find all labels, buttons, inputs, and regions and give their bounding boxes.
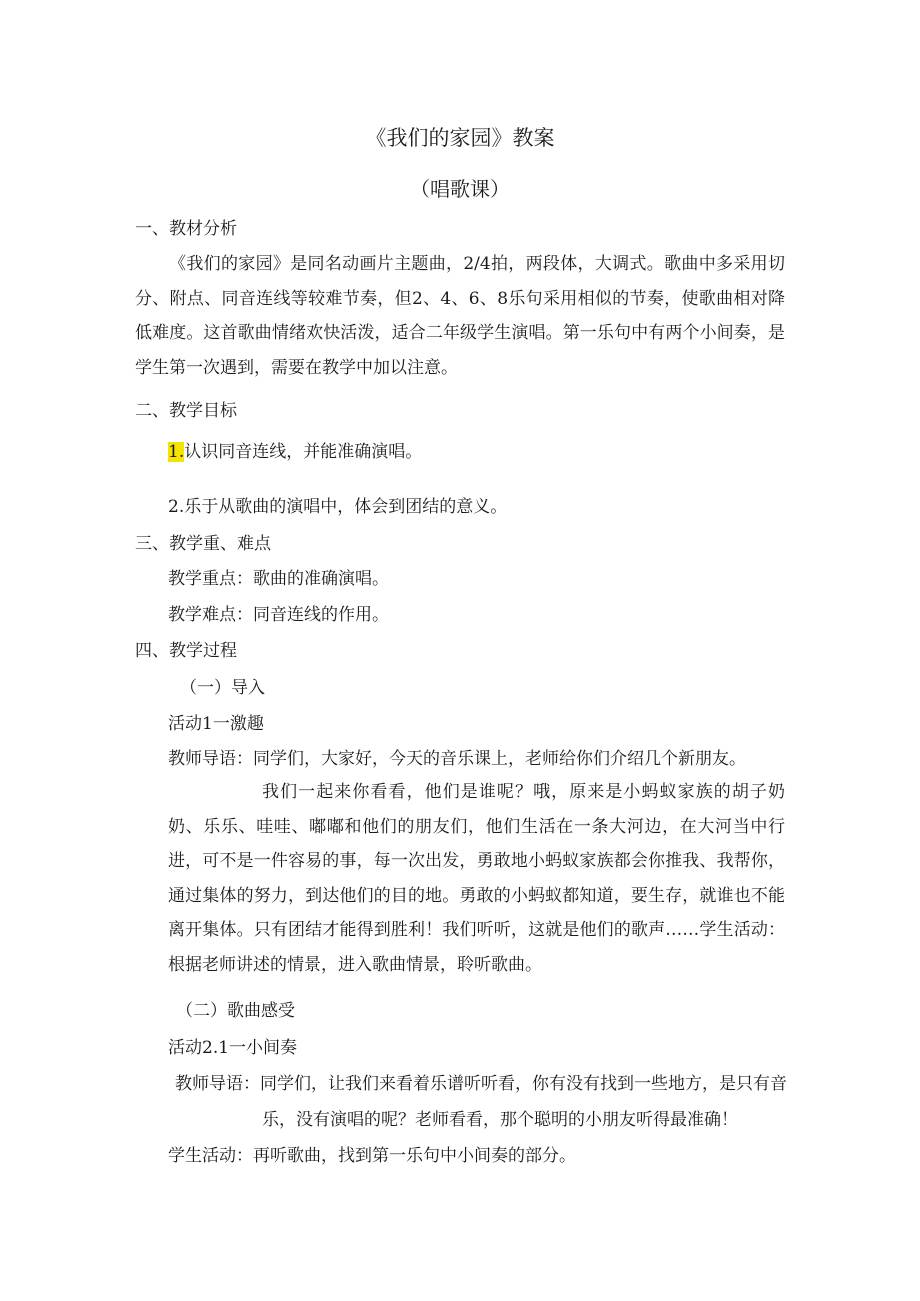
goal-1-number: 1. (168, 442, 185, 462)
goal-1 (168, 441, 422, 463)
teacher-intro-2-line2: 乐，没有演唱的呢？老师看看，那个聪明的小朋友听得最准确！ (262, 1110, 738, 1130)
document-subtitle: （唱歌课） (410, 177, 510, 201)
section-heading-1: 一、教材分析 (135, 219, 237, 239)
part-2-heading: （二）歌曲感受 (176, 1001, 295, 1021)
student-activity-2: 学生活动：再听歌曲，找到第一乐句中小间奏的部分。 (168, 1146, 576, 1166)
part-1-heading: （一）导入 (180, 678, 265, 698)
section-heading-3: 三、教学重、难点 (135, 534, 271, 554)
goal-1-text: 认识同音连线，并能准确演唱。 (184, 442, 423, 462)
story-paragraph: 我们一起来你看看，他们是谁呢？哦，原来是小蚂蚁家族的胡子奶奶、乐乐、哇哇、嘟嘟和他们的朋友们，他们生活在一条大河边，在大河当中行进，可不是一件容易的事，每一次出发，勇敢地小蚂蚁家族都会你推我、我帮你，通过集体的努力，到达他们的目的地。勇敢的小蚂蚁都知道，要生存，就谁也不能离开集体。只有团结才能得到胜利！我们听听，这就是他们的歌声……学生活动：根据老师讲述的情景，进入歌曲情景，聆听歌曲。 (168, 782, 785, 975)
section-heading-2: 二、教学目标 (135, 401, 237, 421)
key-point: 教学重点：歌曲的准确演唱。 (168, 569, 389, 589)
document-title: 《我们的家园》教案 (365, 126, 555, 150)
section1-body: 《我们的家园》是同名动画片主题曲，2/4拍，两段体，大调式。歌曲中多采用切分、附点、同音连线等较难节奏，但2、4、6、8乐句采用相似的节奏，使歌曲相对降低难度。这首歌曲情绪欢快活泼，适合二年级学生演唱。第一乐句中有两个小间奏，是学生第一次遇到，需要在教学中加以注意。 (135, 254, 785, 378)
activity-1-label: 活动1一激趣 (168, 714, 264, 734)
goal-2: 2.乐于从歌曲的演唱中，体会到团结的意义。 (168, 497, 508, 517)
section-heading-4: 四、教学过程 (135, 641, 237, 661)
teacher-intro-1: 教师导语：同学们，大家好，今天的音乐课上，老师给你们介绍几个新朋友。 (168, 749, 746, 769)
teacher-intro-2-line1: 教师导语：同学们，让我们来看着乐谱听听看，你有没有找到一些地方，是只有音 (175, 1074, 787, 1094)
difficult-point: 教学难点：同音连线的作用。 (168, 605, 389, 625)
activity-2-label: 活动2.1一小间奏 (168, 1038, 298, 1058)
